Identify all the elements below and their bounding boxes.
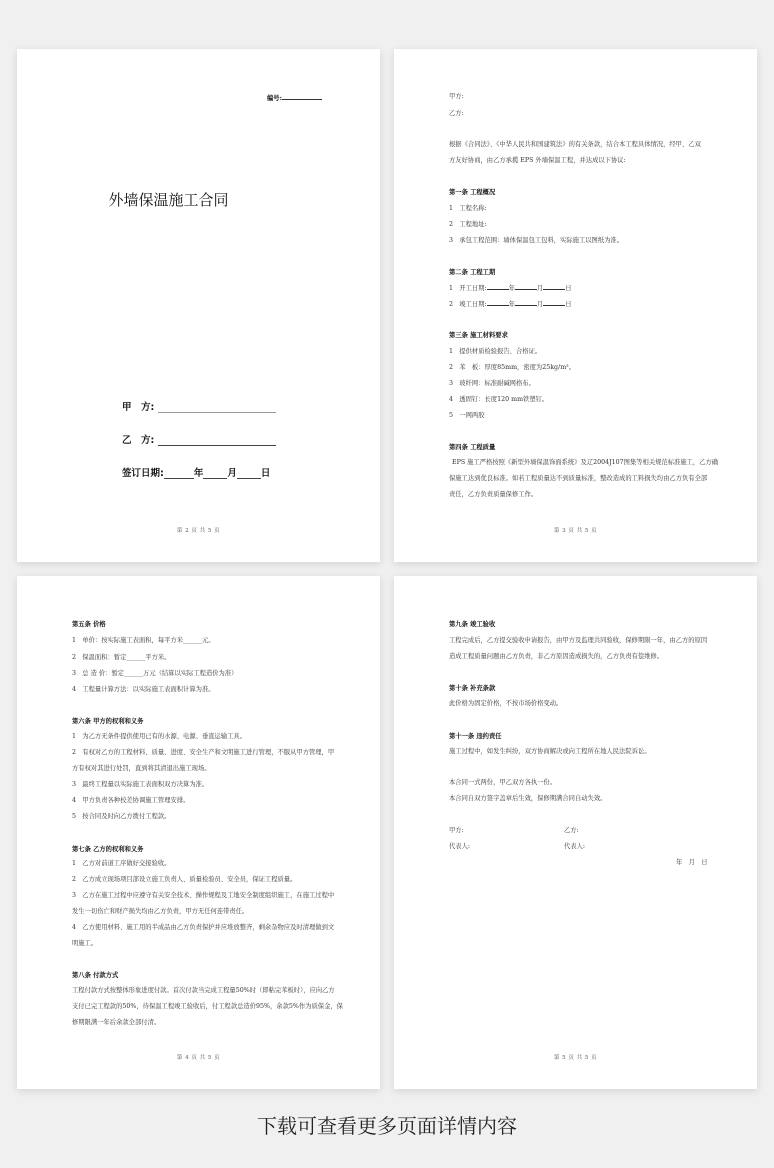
paragraph-line: 明施工。 [72,940,98,947]
page-footer: 第 4 页 共 5 页 [176,1055,221,1061]
section-title: 第八条 付款方式 [72,972,119,979]
paragraph-line: 保施工达到优良标准。如若工程质量达不到质量标准，整改造成的工料损失均由乙方负有全部 [449,475,708,482]
party-a-label: 甲方: [449,93,464,100]
page-footer: 第 2 页 共 5 页 [176,528,221,534]
section-title: 第四条 工程质量 [449,444,496,451]
contract-title: 外墙保温施工合同 [108,191,229,209]
list-item: 1 单价：按实际施工表面积，每平方米______元。 [72,637,215,644]
contract-page-3 [394,49,757,562]
list-item: 1 提供材质检验报告、合格证。 [449,348,542,355]
paragraph-line: 方有权对其进行处罚，直到将其清退出施工现场。 [72,765,211,772]
rep-party-a: 代表人: [449,843,471,850]
list-item: 3 总 造 价：暂定______万元（结算以实际工程造价为准） [72,670,238,677]
section-title: 第十条 补充条款 [449,685,496,692]
party-b-label: 乙方: [449,110,464,117]
list-item: 4 工程量计算方法：以实际施工表面积计算为准。 [72,686,215,693]
closing-line: 本合同一式两份，甲乙双方各执一份。 [449,779,557,786]
closing-line: 本合同自双方签字盖章后生效，保修期满合同自动失效。 [449,795,607,802]
paragraph-line: 工程完成后，乙方提交验收申请报告，由甲方及监理共同验收，保修期限一年，由乙方的原因 [449,637,708,644]
section-title: 第六条 甲方的权利和义务 [72,718,144,725]
paragraph-line: 造成工程质量问题由乙方负责，非乙方原因造成损失的，乙方负责有偿维修。 [449,653,664,660]
contract-page-5 [394,576,757,1089]
party-b-line: 乙 方: [122,432,276,446]
paragraph-line: 1 乙方对前道工序做好交接验收。 [72,860,171,867]
sign-date-line: 签订日期: 年 月 日 [122,468,271,479]
section-title: 第五条 价格 [72,621,106,628]
paragraph-line: 2 乙方成立现场项目部设立施工负责人、质量检验员、安全员，保证工程质量。 [72,876,297,883]
paragraph-line: 5 按合同及时向乙方拨付工程款。 [72,813,171,820]
list-item: 3 承包工程范围：墙体保温包工包料，实际施工以图纸为准。 [449,237,624,244]
sign-party-b: 乙方: [564,827,579,834]
sign-date: 年 月 日 [676,859,708,866]
rep-party-b: 代表人: [564,843,586,850]
list-item: 4 透固钉：长度120 mm铁塑钉。 [449,396,549,403]
section-title: 第九条 竣工验收 [449,621,496,628]
sign-party-a: 甲方: [449,827,464,834]
section-title: 第二条 工程工期 [449,269,496,276]
paragraph-line: 3 乙方在施工过程中应遵守有关安全技术、操作规程及工地安全制度组织施工，在施工过程中 [72,892,335,899]
paragraph-line: 修期限满一年后余款全部付清。 [72,1019,161,1026]
intro-line: 方友好协商，由乙方承揽 EPS 外墙保温工程，并达成以下协议: [449,157,626,164]
page-footer: 第 5 页 共 5 页 [553,1055,598,1061]
section-title: 第十一条 违约责任 [449,733,502,740]
paragraph-line: 责任，乙方负责质量保修工作。 [449,491,538,498]
list-item: 3 玻纤网：标准耐碱网格布。 [449,380,535,387]
end-date-line: 2 竣工日期: 年 月 日 [449,301,572,308]
list-item: 1 工程名称: [449,205,487,212]
paragraph-line: 发生一切伤亡和财产损失均由乙方负责，甲方无任何连带责任。 [72,908,249,915]
list-item: 2 苯 板：厚度85mm，密度为25kg/m³。 [449,364,575,371]
contract-page-4 [17,576,380,1089]
paragraph-line: 4 甲方负责各种校差协调施工管理安排。 [72,797,190,804]
paragraph-line: 工程付款方式按整体形象进度付款。首次付款当完成工程量50%时（即粘完苯板时），应向乙方 [72,987,335,994]
list-item: 2 保温面积：暂定______平方米。 [72,654,171,661]
paragraph-line: EPS 施工严格按照《新型外墙保温饰面系统》及辽2004J107图集等相关规范标准施工，乙方确 [452,459,719,466]
intro-line: 根据《合同法》、《中华人民共和国建筑法》的有关条款，结合本工程具体情况，经甲、乙双 [449,141,701,148]
paragraph-line: 3 最终工程量以实际施工表面积双方决算为准。 [72,781,209,788]
page-footer: 第 3 页 共 5 页 [553,528,598,534]
section-title: 第七条 乙方的权利和义务 [72,846,144,853]
cover-page [17,49,380,562]
party-a-line: 甲 方: [122,399,276,413]
section-title: 第三条 施工材料要求 [449,332,508,339]
paragraph-line: 1 为乙方无条件提供使用已有的水源、电源、垂直运输工具。 [72,733,247,740]
list-item: 5 一网两胶 [449,412,485,419]
start-date-line: 1 开工日期: 年 月 日 [449,285,572,292]
paragraph-line: 支付已完工程款的50%，待保温工程竣工验收后，付工程款总造价95%，余款5%作为质保金，保 [72,1003,343,1010]
section-title: 第一条 工程概况 [449,189,496,196]
paragraph-line: 2 有权对乙方的工程材料、质量、进度、安全生产和文明施工进行管理，不服从甲方管理，甲 [72,749,335,756]
contract-number-label: 编号: [267,93,322,103]
download-caption: 下载可查看更多页面详情内容 [257,1114,517,1138]
list-item: 2 工程地址: [449,221,487,228]
paragraph-line: 此价格为固定价格，不按市场价格变动。 [449,700,563,707]
paragraph-line: 施工过程中，如发生纠纷，双方协商解决或向工程所在地人民法院诉讼。 [449,748,651,755]
paragraph-line: 4 乙方使用材料、施工用的半成品由乙方负责保护并应堆放整齐，剩余杂物应及时清理做到文 [72,924,335,931]
